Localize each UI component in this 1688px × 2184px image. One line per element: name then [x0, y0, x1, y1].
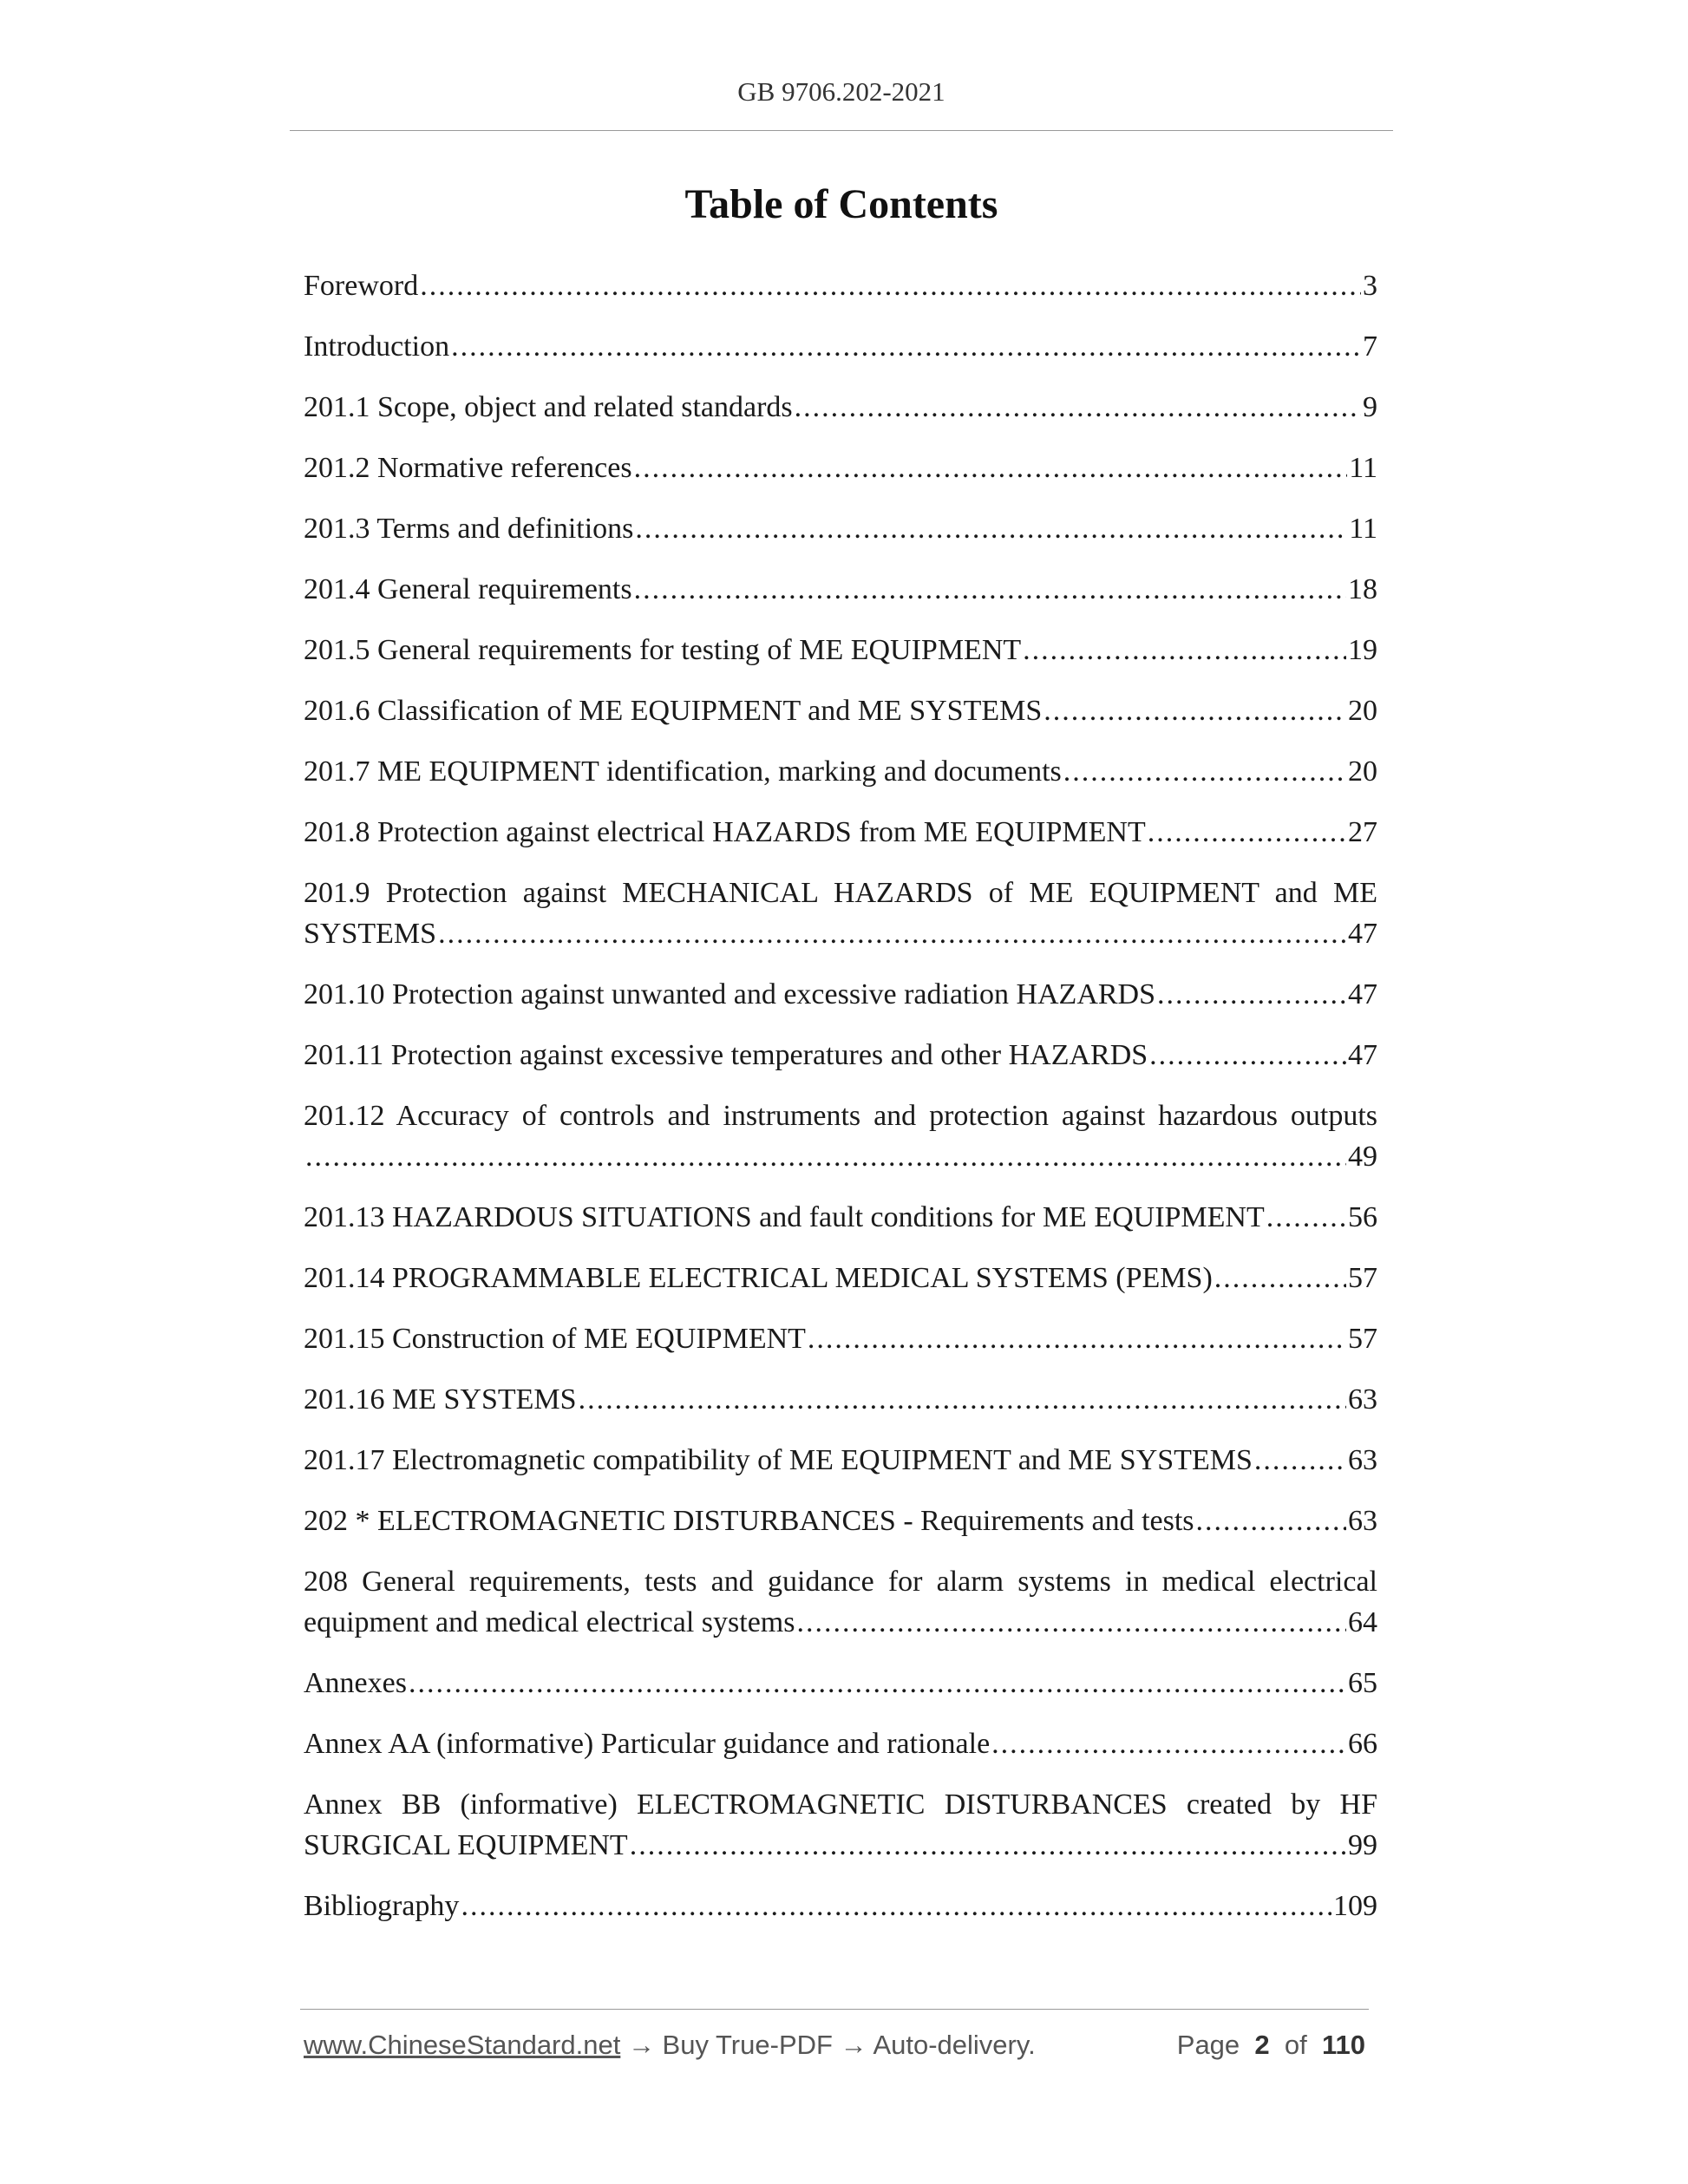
toc-entry-label: 201.3 Terms and definitions — [304, 513, 634, 545]
of-word: of — [1284, 2030, 1307, 2060]
toc-entry-page-number: 19 — [1348, 634, 1377, 666]
toc-entry-line — [304, 448, 1377, 488]
toc-entry-page-number: 56 — [1348, 1201, 1377, 1233]
dot-leader — [1023, 630, 1346, 670]
toc-entry[interactable] — [304, 1258, 1377, 1298]
chinesestandard-link[interactable]: www.ChineseStandard.net — [304, 2030, 621, 2060]
toc-entry[interactable] — [304, 812, 1377, 853]
document-code-header: GB 9706.202-2021 — [737, 76, 945, 107]
toc-entry[interactable] — [304, 873, 1377, 954]
toc-title: Table of Contents — [684, 181, 998, 227]
toc-list — [304, 265, 1377, 1946]
toc-entry-label: equipment and medical electrical systems — [304, 1606, 795, 1638]
dot-leader — [1254, 1440, 1346, 1481]
toc-entry-line — [304, 1136, 1377, 1177]
toc-entry[interactable] — [304, 1095, 1377, 1177]
toc-entry-line — [304, 1318, 1377, 1359]
toc-entry-line — [304, 508, 1377, 549]
toc-entry[interactable] — [304, 326, 1377, 367]
dot-leader — [451, 326, 1361, 367]
toc-entry-line — [304, 1886, 1377, 1926]
toc-entry-label: SURGICAL EQUIPMENT — [304, 1829, 628, 1861]
toc-entry-page-number: 11 — [1349, 452, 1377, 484]
toc-entry-label: 201.15 Construction of ME EQUIPMENT — [304, 1323, 806, 1355]
toc-entry-line — [304, 569, 1377, 610]
toc-entry-page-number: 11 — [1349, 513, 1377, 545]
toc-entry-label: 201.10 Protection against unwanted and excessive radiation HAZARDS — [304, 978, 1156, 1010]
toc-entry[interactable] — [304, 1886, 1377, 1926]
toc-entry-page-number: 64 — [1348, 1606, 1377, 1638]
toc-entry-label: 201.8 Protection against electrical HAZARDS from ME EQUIPMENT — [304, 816, 1146, 848]
toc-entry-page-number: 3 — [1363, 270, 1377, 302]
toc-entry[interactable] — [304, 630, 1377, 670]
dot-leader — [409, 1663, 1346, 1703]
toc-entry-line — [304, 1379, 1377, 1420]
dot-leader — [420, 265, 1361, 306]
dot-leader — [1063, 751, 1346, 792]
toc-entry-label: Annexes — [304, 1667, 407, 1699]
toc-entry-line — [304, 1258, 1377, 1298]
toc-entry-line — [304, 326, 1377, 367]
toc-entry[interactable] — [304, 1035, 1377, 1076]
toc-entry[interactable] — [304, 974, 1377, 1015]
toc-entry-page-number: 57 — [1348, 1323, 1377, 1355]
toc-entry[interactable] — [304, 387, 1377, 428]
toc-entry-label: 201.1 Scope, object and related standards — [304, 391, 793, 423]
toc-entry-label-first-line: 201.9 Protection against MECHANICAL HAZARDS of ME EQUIPMENT and ME — [304, 877, 1377, 909]
toc-entry-page-number: 66 — [1348, 1728, 1377, 1760]
toc-entry-page-number: 7 — [1363, 330, 1377, 363]
toc-entry-label: 201.6 Classification of ME EQUIPMENT and ME SYSTEMS — [304, 695, 1043, 727]
toc-entry-label: 201.13 HAZARDOUS SITUATIONS and fault conditions for ME EQUIPMENT — [304, 1201, 1265, 1233]
toc-entry-page-number: 27 — [1348, 816, 1377, 848]
toc-entry-line — [304, 1440, 1377, 1481]
toc-entry[interactable] — [304, 1501, 1377, 1541]
page-counter — [1177, 2030, 1365, 2061]
toc-entry-label-first-line: 208 General requirements, tests and guidance for alarm systems in medical electrical — [304, 1566, 1377, 1598]
toc-entry[interactable] — [304, 751, 1377, 792]
toc-entry[interactable] — [304, 448, 1377, 488]
dot-leader — [1214, 1258, 1346, 1298]
toc-entry-line — [304, 812, 1377, 853]
toc-entry[interactable] — [304, 569, 1377, 610]
toc-entry-page-number: 63 — [1348, 1444, 1377, 1476]
toc-entry[interactable] — [304, 1379, 1377, 1420]
toc-entry-label: 201.16 ME SYSTEMS — [304, 1383, 577, 1416]
toc-entry[interactable] — [304, 1440, 1377, 1481]
toc-entry-line — [304, 913, 1377, 954]
toc-entry-line — [304, 387, 1377, 428]
toc-entry-page-number: 49 — [1348, 1141, 1377, 1173]
toc-entry[interactable] — [304, 1784, 1377, 1866]
toc-entry-label: 201.14 PROGRAMMABLE ELECTRICAL MEDICAL SYSTEMS (PEMS) — [304, 1262, 1213, 1294]
footer-promo-text: → Buy True-PDF → Auto-delivery. — [620, 2030, 1036, 2060]
dot-leader — [1149, 1035, 1346, 1076]
toc-entry[interactable] — [304, 1318, 1377, 1359]
toc-entry-line — [304, 265, 1377, 306]
toc-entry-page-number: 20 — [1348, 695, 1377, 727]
toc-entry-label: Foreword — [304, 270, 419, 302]
dot-leader — [579, 1379, 1346, 1420]
toc-entry-line — [304, 1197, 1377, 1238]
toc-entry[interactable] — [304, 1197, 1377, 1238]
toc-entry[interactable] — [304, 1561, 1377, 1643]
dot-leader — [1044, 690, 1346, 731]
toc-entry-page-number: 20 — [1348, 755, 1377, 788]
toc-entry[interactable] — [304, 1723, 1377, 1764]
toc-entry-line — [304, 1663, 1377, 1703]
toc-entry-line — [304, 1723, 1377, 1764]
dot-leader — [305, 1136, 1346, 1177]
toc-entry-line — [304, 751, 1377, 792]
dot-leader — [461, 1886, 1331, 1926]
toc-entry-page-number: 63 — [1348, 1383, 1377, 1416]
toc-entry-page-number: 65 — [1348, 1667, 1377, 1699]
toc-entry-label: Introduction — [304, 330, 450, 363]
dot-leader — [808, 1318, 1346, 1359]
dot-leader — [634, 448, 1348, 488]
toc-entry-label: 201.5 General requirements for testing of ME EQUIPMENT — [304, 634, 1022, 666]
dot-leader — [634, 569, 1346, 610]
footer-divider — [300, 2009, 1369, 2010]
toc-entry-label: 202 * ELECTROMAGNETIC DISTURBANCES - Requirements and tests — [304, 1505, 1194, 1537]
toc-entry-line — [304, 630, 1377, 670]
dot-leader — [1196, 1501, 1346, 1541]
toc-entry-page-number: 109 — [1333, 1890, 1377, 1922]
dot-leader — [991, 1723, 1346, 1764]
toc-entry[interactable] — [304, 690, 1377, 731]
toc-entry-line — [304, 1602, 1377, 1643]
toc-entry-page-number: 57 — [1348, 1262, 1377, 1294]
toc-entry-label: Annex AA (informative) Particular guidance and rationale — [304, 1728, 991, 1760]
dot-leader — [1266, 1197, 1346, 1238]
dot-leader — [1157, 974, 1346, 1015]
dot-leader — [635, 508, 1347, 549]
toc-entry[interactable] — [304, 508, 1377, 549]
toc-entry-line — [304, 974, 1377, 1015]
toc-entry-label-first-line: 201.12 Accuracy of controls and instruments and protection against hazardous outputs — [304, 1100, 1377, 1132]
toc-entry-line — [304, 690, 1377, 731]
toc-entry-page-number: 47 — [1348, 978, 1377, 1010]
header-divider — [290, 130, 1393, 131]
footer-promo — [304, 2030, 1036, 2061]
toc-entry-page-number: 9 — [1363, 391, 1377, 423]
toc-entry[interactable] — [304, 265, 1377, 306]
page-word: Page — [1176, 2030, 1240, 2060]
dot-leader — [1148, 812, 1346, 853]
toc-entry-label: 201.7 ME EQUIPMENT identification, marking and documents — [304, 755, 1062, 788]
dot-leader — [796, 1602, 1346, 1643]
toc-entry-label: 201.4 General requirements — [304, 573, 632, 605]
toc-entry-page-number: 99 — [1348, 1829, 1377, 1861]
toc-entry-page-number: 47 — [1348, 1039, 1377, 1071]
total-pages-number: 110 — [1321, 2030, 1365, 2060]
toc-entry-label: 201.17 Electromagnetic compatibility of ME EQUIPMENT and ME SYSTEMS — [304, 1444, 1253, 1476]
toc-entry-label: Bibliography — [304, 1890, 460, 1922]
toc-entry-page-number: 18 — [1348, 573, 1377, 605]
toc-entry-line — [304, 1035, 1377, 1076]
toc-entry-page-number: 63 — [1348, 1505, 1377, 1537]
toc-entry-label: SYSTEMS — [304, 918, 437, 950]
dot-leader — [438, 913, 1346, 954]
toc-entry-line — [304, 1501, 1377, 1541]
toc-entry[interactable] — [304, 1663, 1377, 1703]
toc-entry-page-number: 47 — [1348, 918, 1377, 950]
current-page-number: 2 — [1254, 2030, 1270, 2060]
dot-leader — [630, 1825, 1346, 1866]
toc-entry-label-first-line: Annex BB (informative) ELECTROMAGNETIC DISTURBANCES created by HF — [304, 1788, 1377, 1821]
toc-entry-line — [304, 1825, 1377, 1866]
dot-leader — [795, 387, 1361, 428]
toc-entry-label: 201.2 Normative references — [304, 452, 632, 484]
toc-entry-label: 201.11 Protection against excessive temperatures and other HAZARDS — [304, 1039, 1148, 1071]
